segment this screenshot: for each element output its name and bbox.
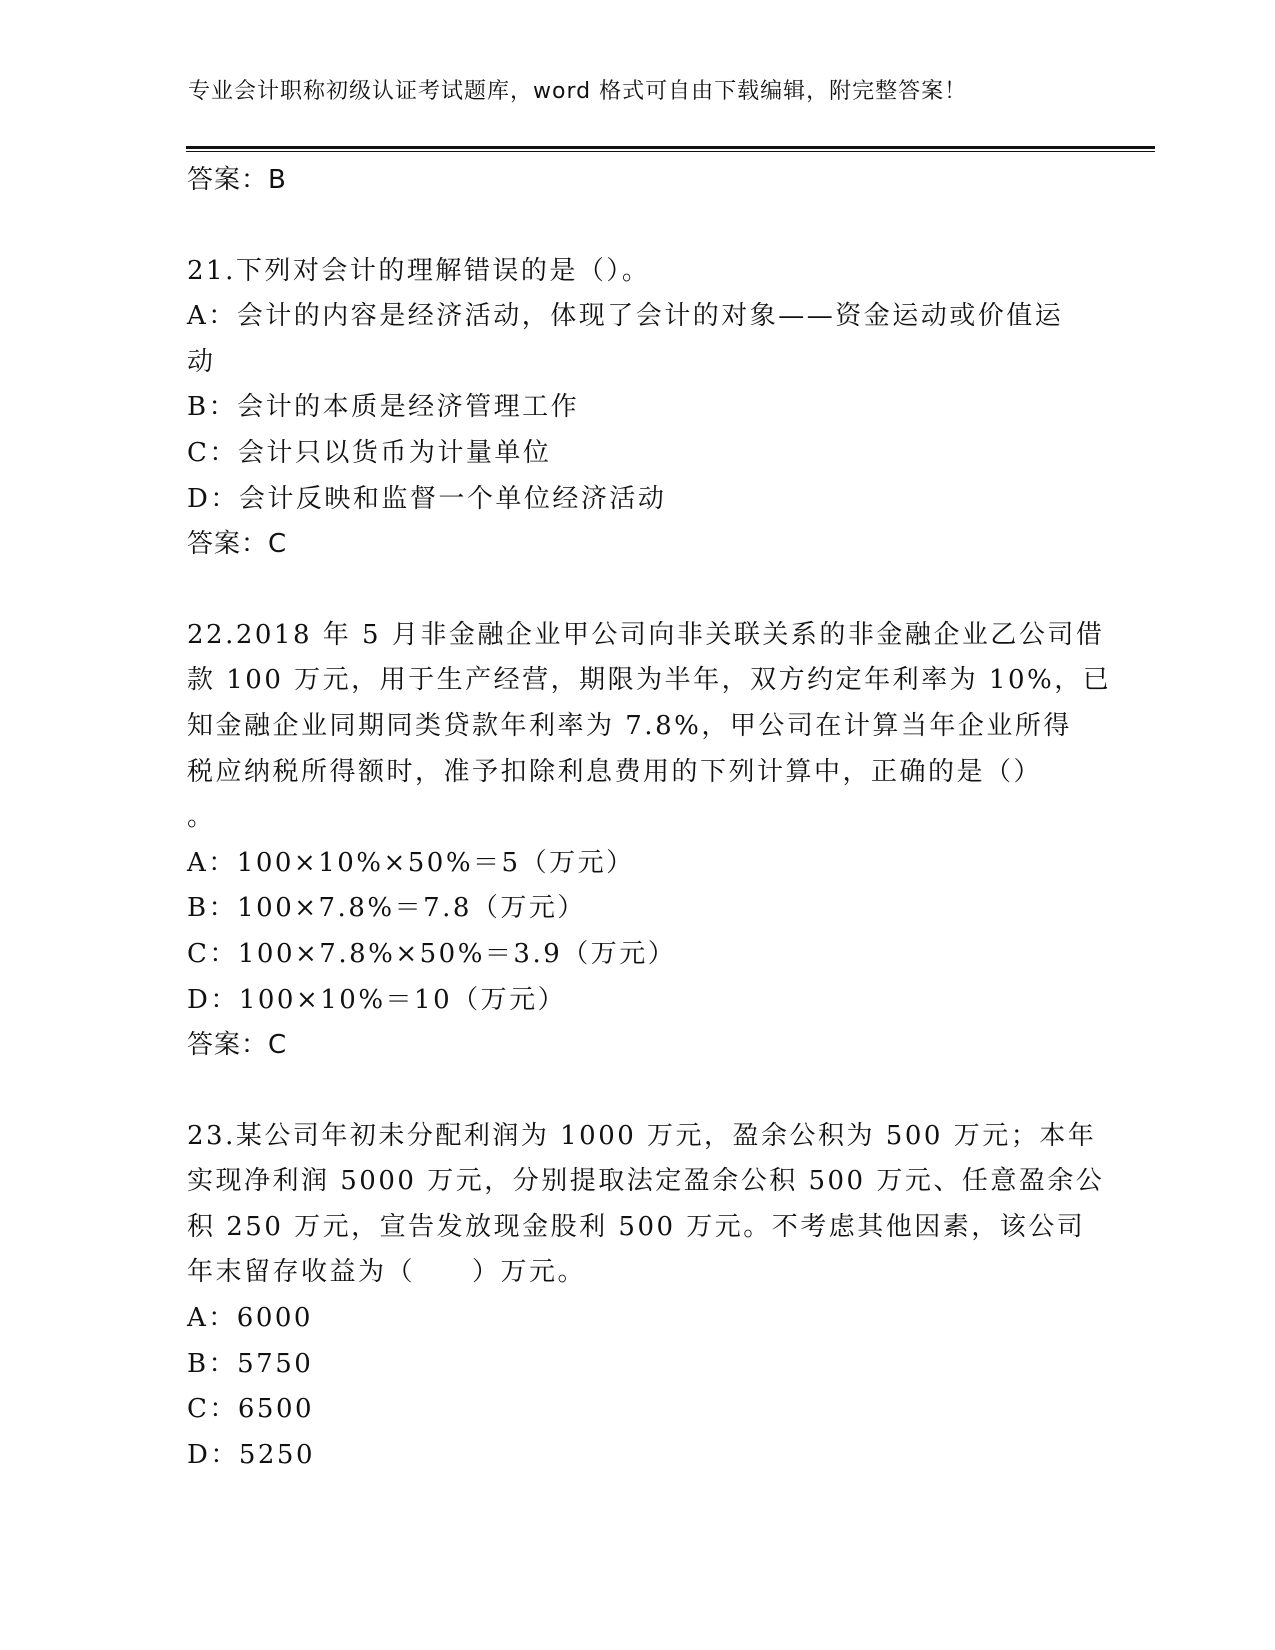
option-a-continued: 动 bbox=[187, 346, 216, 377]
option-c: C：100×7.8%×50%＝3.9（万元） bbox=[187, 938, 677, 969]
option-b: B：5750 bbox=[187, 1348, 314, 1379]
option-a: A：6000 bbox=[187, 1303, 313, 1334]
option-b: B：100×7.8%＝7.8（万元） bbox=[187, 893, 586, 924]
option-d: D：5250 bbox=[187, 1439, 316, 1470]
question-stem-line: 实现净利润 5000 万元，分别提取法定盈余公积 500 万元、任意盈余公 bbox=[187, 1166, 1105, 1197]
spacer bbox=[187, 568, 1087, 613]
option-a: A：会计的内容是经济活动，体现了会计的对象——资金运动或价值运 bbox=[187, 301, 1064, 332]
previous-answer: 答案：B bbox=[187, 165, 287, 195]
header-rule-thick bbox=[186, 146, 1155, 149]
page-header: 专业会计职称初级认证考试题库，word 格式可自由下载编辑，附完整答案！ bbox=[188, 79, 968, 104]
option-d: D：100×10%＝10（万元） bbox=[187, 984, 567, 1015]
question-stem: 21.下列对会计的理解错误的是（）。 bbox=[187, 255, 651, 286]
option-b: B：会计的本质是经济管理工作 bbox=[187, 392, 580, 423]
spacer bbox=[187, 1069, 1087, 1114]
question-stem-line: 22.2018 年 5 月非金融企业甲公司向非关联关系的非金融企业乙公司借 bbox=[187, 619, 1105, 650]
question-stem-line: 款 100 万元，用于生产经营，期限为半年，双方约定年利率为 10%，已 bbox=[187, 665, 1112, 696]
option-d: D：会计反映和监督一个单位经济活动 bbox=[187, 483, 667, 514]
question-stem-line: 知金融企业同期同类贷款年利率为 7.8%，甲公司在计算当年企业所得 bbox=[187, 710, 1072, 741]
question-stem-line: 积 250 万元，宣告发放现金股利 500 万元。不考虑其他因素，该公司 bbox=[187, 1211, 1086, 1242]
answer: 答案：C bbox=[187, 529, 288, 560]
question-21 bbox=[187, 249, 1087, 568]
question-stem-line: 23.某公司年初未分配利润为 1000 万元，盈余公积为 500 万元；本年 bbox=[187, 1120, 1097, 1151]
question-23 bbox=[187, 1114, 1105, 1479]
option-c: C：会计只以货币为计量单位 bbox=[187, 437, 552, 468]
document-body bbox=[187, 158, 1112, 1478]
header-rule-thin bbox=[186, 151, 1155, 152]
question-22 bbox=[187, 613, 1112, 1069]
option-c: C：6500 bbox=[187, 1394, 315, 1425]
question-stem-line: 。 bbox=[187, 802, 216, 833]
question-stem-line: 税应纳税所得额时，准予扣除利息费用的下列计算中，正确的是（） bbox=[187, 756, 1043, 787]
spacer bbox=[187, 204, 1087, 249]
question-stem-line: 年末留存收益为（ ）万元。 bbox=[187, 1257, 587, 1288]
option-a: A：100×10%×50%＝5（万元） bbox=[187, 847, 635, 878]
answer: 答案：C bbox=[187, 1030, 288, 1061]
